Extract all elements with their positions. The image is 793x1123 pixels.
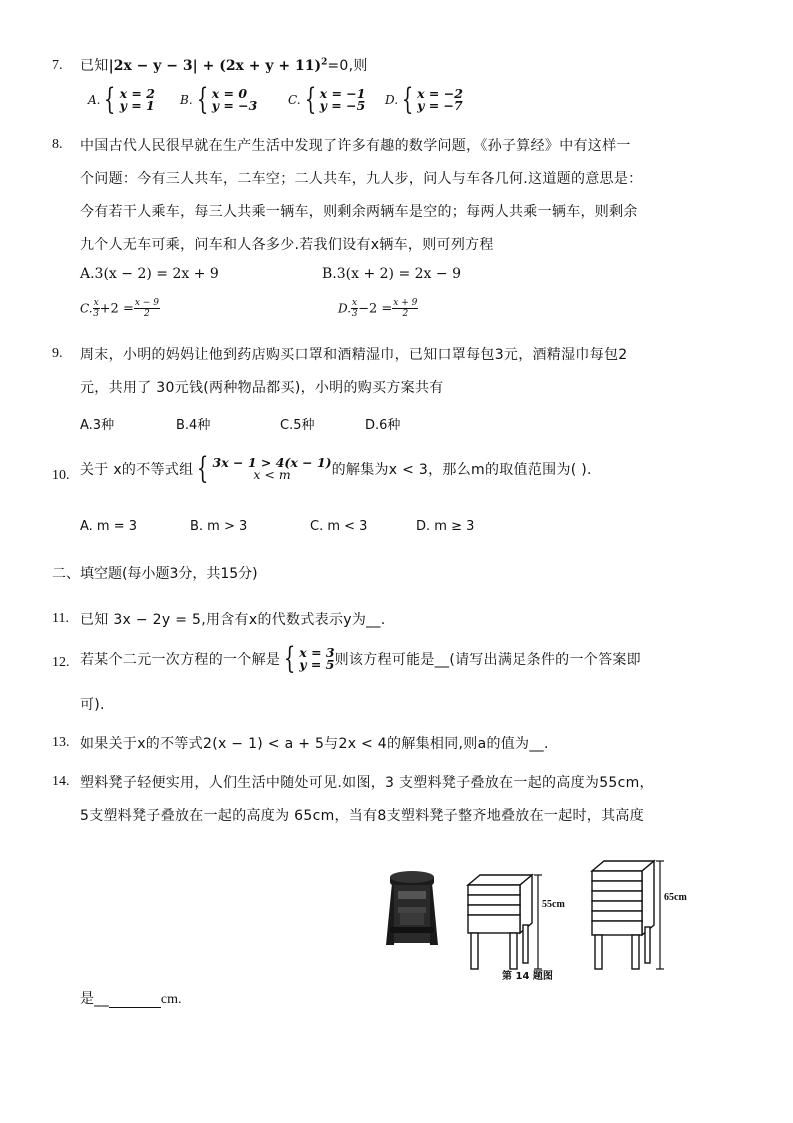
q8-d-frac2-num: x + 9 (393, 298, 418, 308)
q12-prefix: 若某个二元一次方程的一个解是 (80, 652, 281, 668)
q14-answer-blank[interactable] (109, 991, 161, 1008)
q7-number: 7. (52, 58, 63, 73)
q8-c-label: C. (80, 301, 93, 316)
q12-stem: 若某个二元一次方程的一个解是 { x = 3 y = 5 则该方程可能是__(请写出满足条件的一个答案即 (80, 641, 641, 676)
q8-c-frac2-num: x − 9 (134, 298, 159, 308)
q12-suffix: 则该方程可能是__(请写出满足条件的一个答案即 (334, 652, 641, 668)
q8-option-c[interactable] (80, 298, 160, 319)
q8-d-label: D. (338, 301, 352, 316)
q9-option-b[interactable]: B.4种 (176, 418, 211, 433)
q14-last-prefix: 是__ (80, 991, 109, 1007)
q10-ineq-2: x < m (253, 467, 291, 482)
q12-number: 12. (52, 655, 70, 670)
q14-number: 14. (52, 774, 70, 789)
q10-prefix: 关于 x的不等式组 (80, 462, 194, 478)
q9-number: 9. (52, 346, 63, 361)
q14-answer-line (80, 988, 182, 1008)
q7-b-line1: x = 0 (211, 86, 248, 101)
q7-option-a[interactable]: A. { x = 2 y = 1 (88, 82, 155, 117)
q13-number: 13. (52, 735, 70, 750)
q7-d-line2: y = −7 (417, 98, 463, 113)
q8-d-frac1-num: x (352, 298, 358, 308)
q7-suffix: =0,则 (327, 58, 368, 74)
q9-option-c[interactable]: C.5种 (280, 418, 315, 433)
q14-figure (380, 855, 720, 990)
q11-number: 11. (52, 611, 69, 626)
q10-number: 10. (52, 468, 70, 483)
q10-option-c[interactable]: C. m < 3 (310, 519, 368, 534)
q7-d-line1: x = −2 (417, 86, 463, 101)
five-stool-stack (592, 861, 654, 969)
section-heading: 二、填空题(每小题3分，共15分) (52, 566, 258, 582)
q12-line-2: 可). (80, 697, 105, 713)
q8-d-mid: −2 = (358, 301, 393, 317)
q14-line-1: 塑料凳子轻便实用，人们生活中随处可见.如图，3 支塑料凳子叠放在一起的高度为55cm， (80, 775, 654, 791)
q10-option-d[interactable]: D. m ≥ 3 (416, 519, 475, 534)
label-55cm: 55cm (542, 899, 565, 910)
q7-c-line1: x = −1 (319, 86, 366, 101)
q7-a-line1: x = 2 (119, 86, 155, 101)
q14-last-suffix: cm. (160, 992, 182, 1007)
q12-line1: x = 3 (299, 645, 335, 660)
q8-c-frac1-den: 3 (93, 309, 99, 319)
q7-c-line2: y = −5 (319, 98, 366, 113)
q7-option-a-label: A. (88, 93, 101, 107)
q8-d-frac1-den: 3 (351, 309, 358, 319)
stool-photo (386, 871, 438, 945)
q14-line-2: 5支塑料凳子叠放在一起的高度为 65cm，当有8支塑料凳子整齐地叠放在一起时，其高度 (80, 808, 645, 824)
q7-option-c-label: C. (288, 93, 301, 107)
q7-option-d[interactable]: D. { x = −2 y = −7 (385, 82, 463, 117)
q12-line2: y = 5 (299, 657, 335, 672)
q8-line-3: 今有若干人乘车，每三人共乘一辆车，则剩余两辆车是空的；每两人共乘一辆车，则剩余 (80, 204, 638, 220)
q7-b-line2: y = −3 (211, 98, 258, 113)
q9-line-2: 元，共用了 30元钱(两种物品都买)，小明的购买方案共有 (80, 380, 444, 396)
q8-c-frac2-den: 2 (144, 309, 150, 319)
q13-text: 如果关于x的不等式2(x − 1) < a + 5与2x < 4的解集相同,则a的值为__. (80, 736, 549, 752)
q8-c-frac1-num: x (93, 298, 99, 308)
figure-caption: 第 14 题图 (502, 971, 553, 982)
q8-line-1: 中国古代人民很早就在生产生活中发现了许多有趣的数学问题，《孙子算经》中有这样一 (80, 138, 631, 154)
q8-line-4: 九个人无车可乘，问车和人各多少.若我们设有x辆车，则可列方程 (80, 237, 494, 253)
q7-option-d-label: D. (385, 93, 399, 107)
q10-ineq-1: 3x − 1 > 4(x − 1) (212, 455, 332, 470)
q7-exponent: 2 (321, 57, 328, 68)
q8-line-2: 个问题：今有三人共车，二车空；二人共车，九人步，问人与车各几何.这道题的意思是： (80, 171, 643, 187)
q7-option-b[interactable]: B. { x = 0 y = −3 (180, 82, 258, 117)
q10-option-a[interactable]: A. m = 3 (80, 519, 138, 534)
q8-d-frac2-den: 2 (402, 309, 409, 319)
q7-prefix: 已知 (80, 58, 109, 74)
q9-line-1: 周末，小明的妈妈让他到药店购买口罩和酒精湿巾，已知口罩每包3元，酒精湿巾每包2 (80, 347, 628, 363)
q7-a-line2: y = 1 (119, 98, 155, 113)
three-stool-stack (468, 875, 532, 969)
q8-option-b[interactable]: B.3(x + 2) = 2x − 9 (322, 266, 461, 282)
q7-option-c[interactable]: C. { x = −1 y = −5 (288, 82, 366, 117)
q8-number: 8. (52, 137, 63, 152)
q11-text: 已知 3x − 2y = 5,用含有x的代数式表示y为__. (80, 612, 386, 628)
q8-c-mid: +2 = (99, 301, 134, 317)
q9-option-d[interactable]: D.6种 (365, 418, 401, 433)
q7-option-b-label: B. (180, 93, 193, 107)
q7-stem (80, 55, 368, 75)
q7-expression: |2x − y − 3| + (2x + y + 11) (108, 58, 322, 74)
q8-option-d[interactable] (338, 298, 418, 319)
q10-suffix: 的解集为x < 3，那么m的取值范围为( ). (331, 462, 592, 478)
q10-option-b[interactable]: B. m > 3 (190, 519, 248, 534)
q8-option-a[interactable]: A.3(x − 2) = 2x + 9 (80, 266, 219, 282)
q10-stem: 关于 x的不等式组 { 3x − 1 > 4(x − 1) x < m 的解集为x < 3，那么m的取值范围为( ). (80, 451, 592, 486)
q9-option-a[interactable]: A.3种 (80, 418, 115, 433)
label-65cm: 65cm (664, 892, 687, 903)
